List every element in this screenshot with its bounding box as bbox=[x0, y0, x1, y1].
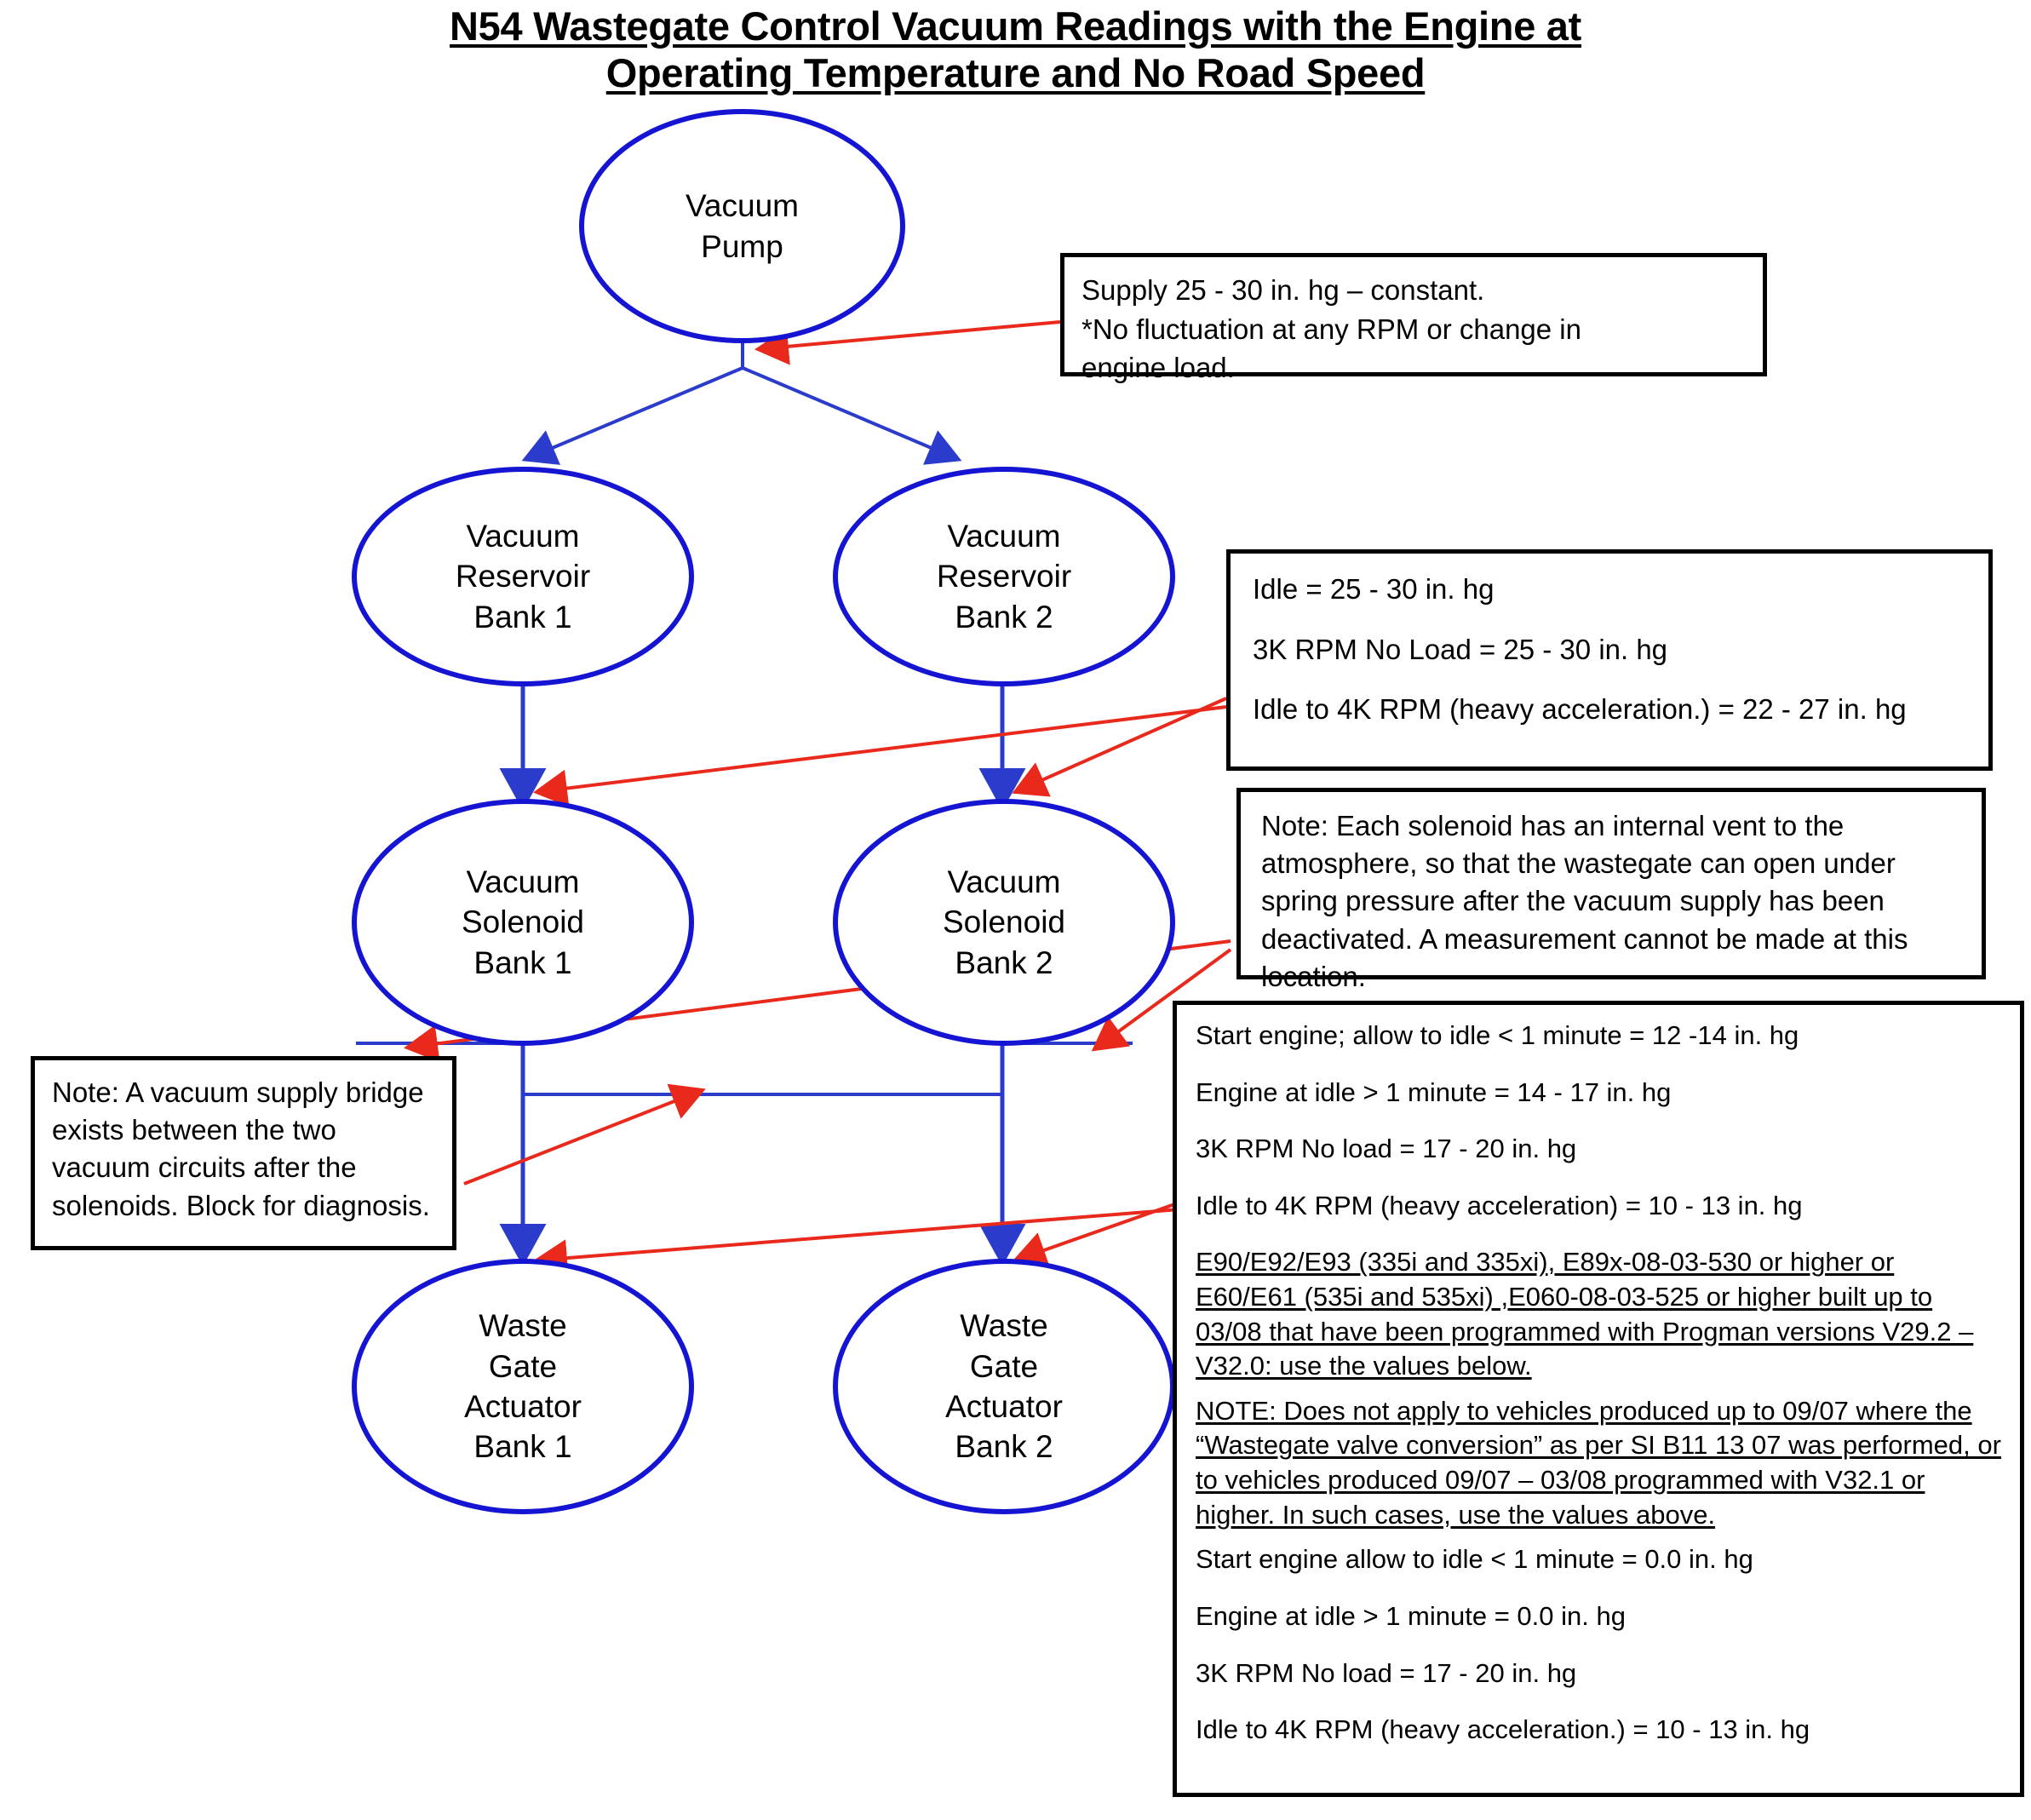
node-solenoid-bank-2-line-3: Bank 2 bbox=[955, 944, 1053, 980]
reservoir-reading-3k: 3K RPM No Load = 25 - 30 in. hg bbox=[1253, 633, 1668, 665]
node-reservoir-bank-2-line-2: Reservoir bbox=[936, 559, 1072, 594]
callout-supply-line-1: Supply 25 - 30 in. hg – constant. bbox=[1081, 274, 1485, 306]
node-wastegate-bank-1-line-3: Actuator bbox=[464, 1389, 582, 1424]
node-solenoid-bank-2[interactable] bbox=[833, 799, 1175, 1046]
callout-reservoir-readings bbox=[1226, 549, 1993, 771]
wastegate-reading-3k: 3K RPM No load = 17 - 20 in. hg bbox=[1196, 1134, 1577, 1164]
page-title-line-2: Operating Temperature and No Road Speed bbox=[605, 49, 1426, 95]
node-reservoir-bank-1-line-3: Bank 1 bbox=[473, 599, 572, 634]
solenoid-note-text: Note: Each solenoid has an internal vent to the atmosphere, so that the wastegate can open under spring pressure after the vacuum supply has been deactivated. A measurement cannot be made at this location. bbox=[1261, 810, 1908, 992]
wastegate-note-models: E90/E92/E93 (335i and 335xi), E89x-08-03-530 or higher or E60/E61 (535i and 535xi) ,E060-08-03-525 or higher built up to 03/08 that have been programmed with Progman versions V29.2 – V32.0: use the values below. bbox=[1196, 1247, 1974, 1381]
wastegate-alt-4k: Idle to 4K RPM (heavy acceleration.) = 10 - 13 in. hg bbox=[1196, 1714, 1810, 1745]
node-reservoir-bank-1-line-2: Reservoir bbox=[455, 559, 591, 594]
node-reservoir-bank-2-line-3: Bank 2 bbox=[955, 599, 1053, 634]
callout-supply-line-3: engine load. bbox=[1081, 352, 1235, 384]
node-reservoir-bank-2[interactable] bbox=[833, 467, 1175, 686]
wastegate-reading-4k: Idle to 4K RPM (heavy acceleration) = 10 - 13 in. hg bbox=[1196, 1190, 1803, 1220]
callout-supply bbox=[1060, 253, 1767, 384]
node-solenoid-bank-2-line-2: Solenoid bbox=[942, 904, 1065, 940]
node-vacuum-pump[interactable] bbox=[579, 109, 905, 343]
bridge-note-text: Note: A vacuum supply bridge exists between the two vacuum circuits after the solenoids. Block for diagnosis. bbox=[52, 1076, 430, 1221]
node-solenoid-bank-1-line-1: Vacuum bbox=[466, 864, 580, 899]
wastegate-alt-start: Start engine allow to idle < 1 minute = 0.0 in. hg bbox=[1196, 1544, 1753, 1575]
callout-bridge-note bbox=[31, 1056, 456, 1250]
node-wastegate-bank-2-line-1: Waste bbox=[960, 1308, 1048, 1344]
node-reservoir-bank-1-line-1: Vacuum bbox=[466, 518, 580, 554]
node-reservoir-bank-2-line-1: Vacuum bbox=[947, 518, 1061, 554]
node-solenoid-bank-2-line-1: Vacuum bbox=[947, 864, 1061, 899]
node-wastegate-bank-1-line-1: Waste bbox=[479, 1308, 567, 1344]
wastegate-note-exceptions: NOTE: Does not apply to vehicles produced up to 09/07 where the “Wastegate valve conversion” as per SI B11 13 07 was performed, or to vehicles produced 09/07 – 03/08 programmed with V32.1 or higher. In such cases, use the values above. bbox=[1196, 1395, 2001, 1530]
page-title bbox=[0, 3, 2031, 97]
wastegate-reading-idle: Engine at idle > 1 minute = 14 - 17 in. hg bbox=[1196, 1076, 1672, 1107]
callout-supply-line-2: *No fluctuation at any RPM or change in bbox=[1081, 313, 1581, 345]
node-wastegate-bank-1[interactable] bbox=[352, 1259, 694, 1514]
node-solenoid-bank-1-line-3: Bank 1 bbox=[473, 944, 572, 980]
node-reservoir-bank-1[interactable] bbox=[352, 467, 694, 686]
node-vacuum-pump-line-1: Vacuum bbox=[686, 188, 799, 224]
node-wastegate-bank-2-line-3: Actuator bbox=[945, 1389, 1063, 1424]
wastegate-reading-start: Start engine; allow to idle < 1 minute = 12 -14 in. hg bbox=[1196, 1020, 1799, 1050]
node-wastegate-bank-1-line-2: Gate bbox=[488, 1348, 558, 1384]
reservoir-reading-idle: Idle = 25 - 30 in. hg bbox=[1253, 573, 1495, 605]
wastegate-alt-3k: 3K RPM No load = 17 - 20 in. hg bbox=[1196, 1657, 1577, 1688]
node-solenoid-bank-1[interactable] bbox=[352, 799, 694, 1046]
node-wastegate-bank-2-line-2: Gate bbox=[969, 1348, 1039, 1384]
callout-wastegate-readings bbox=[1173, 1001, 2024, 1797]
node-wastegate-bank-2[interactable] bbox=[833, 1259, 1175, 1514]
wastegate-alt-idle: Engine at idle > 1 minute = 0.0 in. hg bbox=[1196, 1600, 1626, 1631]
node-vacuum-pump-line-2: Pump bbox=[701, 228, 783, 264]
callout-solenoid-note bbox=[1236, 788, 1986, 992]
node-solenoid-bank-1-line-2: Solenoid bbox=[461, 904, 584, 940]
node-wastegate-bank-1-line-4: Bank 1 bbox=[473, 1429, 572, 1465]
page-title-line-1: N54 Wastegate Control Vacuum Readings with the Engine at bbox=[449, 3, 1581, 49]
reservoir-reading-4k: Idle to 4K RPM (heavy acceleration.) = 22 - 27 in. hg bbox=[1253, 693, 1907, 726]
node-wastegate-bank-2-line-4: Bank 2 bbox=[955, 1429, 1053, 1465]
